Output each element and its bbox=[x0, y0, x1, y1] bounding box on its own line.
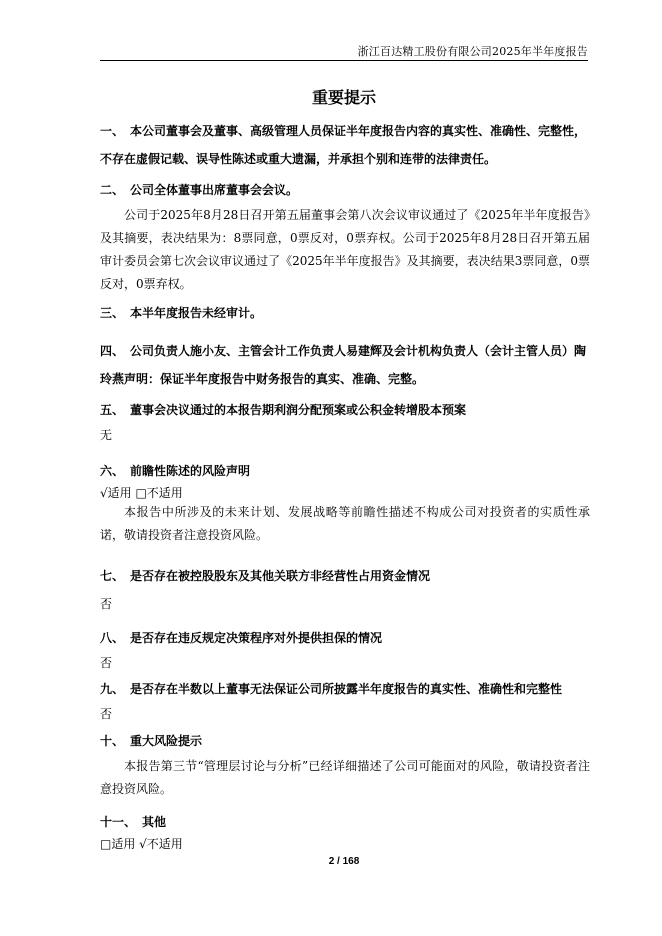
section-5 bbox=[100, 396, 590, 447]
section-9-number: 九、 bbox=[100, 682, 125, 696]
section-6-number: 六、 bbox=[100, 464, 125, 478]
section-1-number: 一、 bbox=[100, 124, 125, 138]
section-9-title: 是否存在半数以上董事无法保证公司所披露半年度报告的真实性、准确性和完整性 bbox=[130, 682, 563, 696]
section-9-heading bbox=[100, 675, 590, 703]
section-2-title: 公司全体董事出席董事会会议。 bbox=[130, 183, 299, 197]
section-5-title: 董事会决议通过的本报告期利润分配预案或公积金转增股本预案 bbox=[130, 403, 467, 417]
section-3-heading bbox=[100, 299, 590, 327]
section-6 bbox=[100, 457, 590, 547]
running-header: 浙江百达精工股份有限公司2025年半年度报告 bbox=[357, 45, 588, 58]
section-11 bbox=[100, 808, 590, 852]
section-2 bbox=[100, 176, 590, 296]
section-11-number: 十一、 bbox=[100, 815, 137, 829]
section-8 bbox=[100, 624, 590, 675]
section-7-heading bbox=[100, 562, 590, 590]
section-9 bbox=[100, 675, 590, 726]
section-5-heading bbox=[100, 396, 590, 424]
section-11-options: □适用 √不适用 bbox=[100, 837, 183, 851]
section-4 bbox=[100, 337, 590, 393]
section-3 bbox=[100, 299, 590, 327]
section-8-title: 是否存在违反规定决策程序对外提供担保的情况 bbox=[130, 631, 383, 645]
section-1-title: 本公司董事会及董事、高级管理人员保证半年度报告内容的真实性、准确性、完整性，不存在虚假记载、误导性陈述或重大遗漏，并承担个别和连带的法律责任。 bbox=[100, 124, 587, 166]
header-rule bbox=[100, 60, 588, 61]
page-title: 重要提示 bbox=[311, 88, 376, 107]
section-6-heading bbox=[100, 457, 590, 485]
section-1 bbox=[100, 117, 590, 173]
section-10-body: 本报告第三节“管理层讨论与分析”已经详细描述了公司可能面对的风险，敬请投资者注意投资风险。 bbox=[100, 759, 590, 796]
section-5-number: 五、 bbox=[100, 403, 125, 417]
section-6-options: √适用 □不适用 bbox=[100, 486, 183, 500]
section-4-title: 公司负责人施小友、主管会计工作负责人易建辉及会计机构负责人（会计主管人员）陶玲燕声明：保证半年度报告中财务报告的真实、准确、完整。 bbox=[100, 344, 587, 386]
section-5-value: 无 bbox=[100, 428, 113, 442]
section-11-heading bbox=[100, 808, 590, 836]
section-6-title: 前瞻性陈述的风险声明 bbox=[130, 464, 251, 478]
section-10-title: 重大风险提示 bbox=[130, 734, 203, 748]
section-10 bbox=[100, 727, 590, 801]
section-6-body: 本报告中所涉及的未来计划、发展战略等前瞻性描述不构成公司对投资者的实质性承诺，敬请投资者注意投资风险。 bbox=[100, 505, 590, 542]
section-7 bbox=[100, 562, 590, 616]
section-3-number: 三、 bbox=[100, 306, 125, 320]
section-7-value: 否 bbox=[100, 597, 113, 611]
section-8-number: 八、 bbox=[100, 631, 125, 645]
section-11-title: 其他 bbox=[142, 815, 167, 829]
section-8-heading bbox=[100, 624, 590, 652]
section-3-title: 本半年度报告未经审计。 bbox=[130, 306, 263, 320]
section-10-number: 十、 bbox=[100, 734, 125, 748]
section-2-body: 公司于2025年8月28日召开第五届董事会第八次会议审议通过了《2025年半年度报告》及其摘要，表决结果为：8票同意，0票反对，0票弃权。公司于2025年8月28日召开第五届审计委员会第七次会议审议通过了《2025年半年度报告》及其摘要，表决结果3票同意，0票反对，0票弃权。 bbox=[100, 208, 590, 291]
section-2-number: 二、 bbox=[100, 183, 125, 197]
section-4-heading bbox=[100, 337, 590, 393]
section-1-heading bbox=[100, 117, 590, 173]
section-7-title: 是否存在被控股股东及其他关联方非经营性占用资金情况 bbox=[130, 569, 431, 583]
section-9-value: 否 bbox=[100, 707, 113, 721]
section-7-number: 七、 bbox=[100, 569, 125, 583]
section-4-number: 四、 bbox=[100, 344, 125, 358]
section-10-heading bbox=[100, 727, 590, 755]
section-2-heading bbox=[100, 176, 590, 204]
page-number: 2 / 168 bbox=[328, 856, 360, 867]
section-8-value: 否 bbox=[100, 656, 113, 670]
